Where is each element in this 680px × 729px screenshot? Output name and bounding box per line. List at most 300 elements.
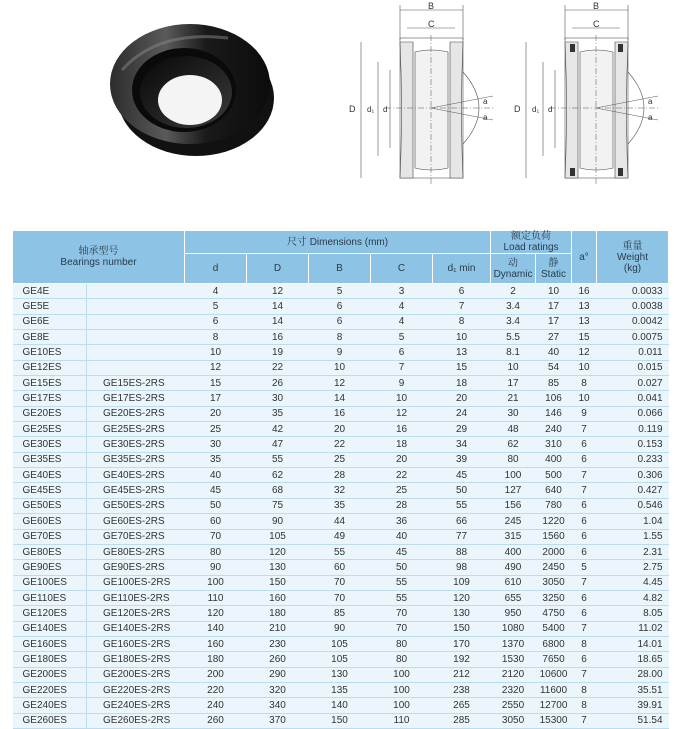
cell-weight: 2.75 xyxy=(597,560,669,575)
table-row xyxy=(13,575,669,590)
table-row xyxy=(13,376,669,391)
header-col-d: d xyxy=(185,254,247,284)
cell-static-load: 7650 xyxy=(536,652,572,667)
table-row xyxy=(13,314,669,329)
cell-alpha: 6 xyxy=(572,498,597,513)
cell-bearing-number: GE120ES xyxy=(13,606,87,621)
cell-C: 6 xyxy=(371,345,433,360)
cell-sealed-number: GE180ES-2RS xyxy=(87,652,185,667)
cell-weight: 0.306 xyxy=(597,468,669,483)
table-row xyxy=(13,422,669,437)
cell-D: 150 xyxy=(247,575,309,590)
cell-D: 160 xyxy=(247,590,309,605)
cell-d1-min: 130 xyxy=(433,606,491,621)
cell-B: 85 xyxy=(309,606,371,621)
cell-B: 49 xyxy=(309,529,371,544)
cell-C: 110 xyxy=(371,713,433,728)
header-load-ratings xyxy=(491,231,572,254)
table-row xyxy=(13,713,669,728)
cell-weight: 2.31 xyxy=(597,544,669,559)
cell-d1-min: 238 xyxy=(433,682,491,697)
cell-d1-min: 98 xyxy=(433,560,491,575)
cell-D: 68 xyxy=(247,483,309,498)
cell-alpha: 13 xyxy=(572,314,597,329)
cell-D: 55 xyxy=(247,452,309,467)
cell-D: 75 xyxy=(247,498,309,513)
cell-d1-min: 50 xyxy=(433,483,491,498)
header-weight-cn: 重量 xyxy=(622,240,643,252)
cell-dynamic-load: 3050 xyxy=(491,713,536,728)
cell-bearing-number: GE5E xyxy=(13,299,87,314)
cell-dynamic-load: 2 xyxy=(491,284,536,299)
cell-d: 6 xyxy=(185,314,247,329)
cell-alpha: 8 xyxy=(572,636,597,651)
cell-d: 70 xyxy=(185,529,247,544)
cell-d1-min: 55 xyxy=(433,498,491,513)
cell-alpha: 7 xyxy=(572,575,597,590)
cell-D: 19 xyxy=(247,345,309,360)
cell-static-load: 1560 xyxy=(536,529,572,544)
cell-static-load: 3050 xyxy=(536,575,572,590)
cell-C: 12 xyxy=(371,406,433,421)
cell-B: 105 xyxy=(309,652,371,667)
cell-B: 20 xyxy=(309,422,371,437)
cell-bearing-number: GE80ES xyxy=(13,544,87,559)
cell-d1-min: 7 xyxy=(433,299,491,314)
cell-D: 180 xyxy=(247,606,309,621)
cell-D: 62 xyxy=(247,468,309,483)
cell-dynamic-load: 2550 xyxy=(491,698,536,713)
cell-D: 26 xyxy=(247,376,309,391)
cell-dynamic-load: 62 xyxy=(491,437,536,452)
cell-dynamic-load: 48 xyxy=(491,422,536,437)
table-row xyxy=(13,345,669,360)
cell-bearing-number: GE100ES xyxy=(13,575,87,590)
cell-dynamic-load: 490 xyxy=(491,560,536,575)
cell-bearing-number: GE200ES xyxy=(13,667,87,682)
cell-dynamic-load: 3.4 xyxy=(491,314,536,329)
cell-alpha: 12 xyxy=(572,345,597,360)
cell-C: 45 xyxy=(371,544,433,559)
cell-static-load: 2000 xyxy=(536,544,572,559)
cell-d: 220 xyxy=(185,682,247,697)
cell-C: 28 xyxy=(371,498,433,513)
seal-mark xyxy=(570,44,575,52)
cell-C: 70 xyxy=(371,606,433,621)
cell-bearing-number: GE60ES xyxy=(13,514,87,529)
cell-weight: 0.0042 xyxy=(597,314,669,329)
cell-d: 100 xyxy=(185,575,247,590)
cell-sealed-number xyxy=(87,314,185,329)
cell-dynamic-load: 156 xyxy=(491,498,536,513)
label-a-2: a xyxy=(483,113,488,122)
cell-D: 370 xyxy=(247,713,309,728)
cell-bearing-number: GE30ES xyxy=(13,437,87,452)
cell-d1-min: 20 xyxy=(433,391,491,406)
cell-dynamic-load: 10 xyxy=(491,360,536,375)
cell-B: 150 xyxy=(309,713,371,728)
label-D: D xyxy=(349,104,356,114)
cell-alpha: 6 xyxy=(572,514,597,529)
header-dynamic xyxy=(491,254,536,284)
cell-sealed-number: GE70ES-2RS xyxy=(87,529,185,544)
cell-d1-min: 192 xyxy=(433,652,491,667)
cell-bearing-number: GE25ES xyxy=(13,422,87,437)
cell-d1-min: 15 xyxy=(433,360,491,375)
cell-weight: 11.02 xyxy=(597,621,669,636)
cell-B: 12 xyxy=(309,376,371,391)
cell-alpha: 6 xyxy=(572,437,597,452)
cell-C: 20 xyxy=(371,452,433,467)
cell-alpha: 10 xyxy=(572,360,597,375)
cell-d: 200 xyxy=(185,667,247,682)
cell-d1-min: 285 xyxy=(433,713,491,728)
cell-dynamic-load: 950 xyxy=(491,606,536,621)
cell-B: 5 xyxy=(309,284,371,299)
cell-C: 4 xyxy=(371,299,433,314)
table-row xyxy=(13,437,669,452)
cell-d1-min: 45 xyxy=(433,468,491,483)
cell-C: 55 xyxy=(371,590,433,605)
cell-B: 35 xyxy=(309,498,371,513)
seal-mark xyxy=(570,168,575,176)
cell-d: 120 xyxy=(185,606,247,621)
cell-d1-min: 66 xyxy=(433,514,491,529)
cell-sealed-number xyxy=(87,360,185,375)
cell-D: 47 xyxy=(247,437,309,452)
cell-static-load: 2450 xyxy=(536,560,572,575)
table-row xyxy=(13,698,669,713)
cell-alpha: 13 xyxy=(572,299,597,314)
cell-alpha: 5 xyxy=(572,560,597,575)
cell-d1-min: 24 xyxy=(433,406,491,421)
cell-static-load: 6800 xyxy=(536,636,572,651)
cell-alpha: 7 xyxy=(572,422,597,437)
cell-alpha: 8 xyxy=(572,682,597,697)
cell-alpha: 10 xyxy=(572,391,597,406)
cell-B: 28 xyxy=(309,468,371,483)
cell-sealed-number xyxy=(87,330,185,345)
cell-C: 36 xyxy=(371,514,433,529)
header-col-C: C xyxy=(371,254,433,284)
cell-static-load: 146 xyxy=(536,406,572,421)
cell-bearing-number: GE15ES xyxy=(13,376,87,391)
cell-B: 14 xyxy=(309,391,371,406)
cell-sealed-number: GE260ES-2RS xyxy=(87,713,185,728)
cell-bearing-number: GE240ES xyxy=(13,698,87,713)
cell-weight: 4.45 xyxy=(597,575,669,590)
cell-weight: 0.427 xyxy=(597,483,669,498)
cell-alpha: 8 xyxy=(572,698,597,713)
cell-bearing-number: GE90ES xyxy=(13,560,87,575)
cell-dynamic-load: 30 xyxy=(491,406,536,421)
header-dynamic-cn: 动 xyxy=(508,257,519,269)
table-row xyxy=(13,590,669,605)
cell-B: 16 xyxy=(309,406,371,421)
cell-d1-min: 8 xyxy=(433,314,491,329)
cell-dynamic-load: 3.4 xyxy=(491,299,536,314)
cell-B: 6 xyxy=(309,299,371,314)
cell-bearing-number: GE10ES xyxy=(13,345,87,360)
cell-sealed-number: GE110ES-2RS xyxy=(87,590,185,605)
cell-sealed-number xyxy=(87,345,185,360)
cell-d1-min: 109 xyxy=(433,575,491,590)
cell-dynamic-load: 2120 xyxy=(491,667,536,682)
cell-alpha: 7 xyxy=(572,468,597,483)
cell-dynamic-load: 17 xyxy=(491,376,536,391)
cell-weight: 18.65 xyxy=(597,652,669,667)
cell-bearing-number: GE12ES xyxy=(13,360,87,375)
cell-B: 70 xyxy=(309,590,371,605)
cell-d: 20 xyxy=(185,406,247,421)
cell-d: 30 xyxy=(185,437,247,452)
cell-sealed-number: GE50ES-2RS xyxy=(87,498,185,513)
cell-D: 12 xyxy=(247,284,309,299)
cell-alpha: 6 xyxy=(572,529,597,544)
cell-static-load: 240 xyxy=(536,422,572,437)
cell-static-load: 780 xyxy=(536,498,572,513)
header-col-D: D xyxy=(247,254,309,284)
label-a-2: a xyxy=(648,113,653,122)
cell-C: 80 xyxy=(371,652,433,667)
cell-d: 160 xyxy=(185,636,247,651)
cell-alpha: 6 xyxy=(572,652,597,667)
cell-weight: 0.119 xyxy=(597,422,669,437)
cell-weight: 51.54 xyxy=(597,713,669,728)
cell-D: 340 xyxy=(247,698,309,713)
cell-C: 9 xyxy=(371,376,433,391)
cell-weight: 0.233 xyxy=(597,452,669,467)
cell-B: 60 xyxy=(309,560,371,575)
cell-alpha: 16 xyxy=(572,284,597,299)
cell-C: 100 xyxy=(371,682,433,697)
cell-weight: 0.0038 xyxy=(597,299,669,314)
cell-B: 8 xyxy=(309,330,371,345)
cell-static-load: 17 xyxy=(536,314,572,329)
label-d1: d₁ xyxy=(367,105,375,114)
cell-d1-min: 88 xyxy=(433,544,491,559)
cell-B: 55 xyxy=(309,544,371,559)
cell-alpha: 6 xyxy=(572,606,597,621)
cell-C: 5 xyxy=(371,330,433,345)
cell-D: 90 xyxy=(247,514,309,529)
cell-d: 17 xyxy=(185,391,247,406)
cell-D: 14 xyxy=(247,299,309,314)
cell-C: 18 xyxy=(371,437,433,452)
cell-B: 140 xyxy=(309,698,371,713)
cell-sealed-number: GE17ES-2RS xyxy=(87,391,185,406)
cell-weight: 0.011 xyxy=(597,345,669,360)
cell-dynamic-load: 1080 xyxy=(491,621,536,636)
cell-D: 130 xyxy=(247,560,309,575)
cell-d: 240 xyxy=(185,698,247,713)
cell-dynamic-load: 5.5 xyxy=(491,330,536,345)
cell-dynamic-load: 1530 xyxy=(491,652,536,667)
cell-C: 100 xyxy=(371,667,433,682)
bearing-section-drawing-1 xyxy=(345,0,505,190)
cell-d: 10 xyxy=(185,345,247,360)
cell-sealed-number: GE45ES-2RS xyxy=(87,483,185,498)
cell-alpha: 7 xyxy=(572,667,597,682)
seal-mark xyxy=(618,44,623,52)
cell-B: 25 xyxy=(309,452,371,467)
cell-d1-min: 18 xyxy=(433,376,491,391)
cell-B: 22 xyxy=(309,437,371,452)
cell-weight: 1.04 xyxy=(597,514,669,529)
cell-bearing-number: GE45ES xyxy=(13,483,87,498)
label-D: D xyxy=(514,104,521,114)
cell-bearing-number: GE220ES xyxy=(13,682,87,697)
cell-d1-min: 120 xyxy=(433,590,491,605)
table-row xyxy=(13,560,669,575)
cell-sealed-number: GE220ES-2RS xyxy=(87,682,185,697)
cell-alpha: 9 xyxy=(572,406,597,421)
table-body xyxy=(13,284,669,729)
table-row xyxy=(13,682,669,697)
seal-mark xyxy=(618,168,623,176)
cell-weight: 28.00 xyxy=(597,667,669,682)
cell-dynamic-load: 21 xyxy=(491,391,536,406)
cell-sealed-number: GE25ES-2RS xyxy=(87,422,185,437)
cell-D: 120 xyxy=(247,544,309,559)
cell-C: 3 xyxy=(371,284,433,299)
cell-C: 25 xyxy=(371,483,433,498)
cell-D: 30 xyxy=(247,391,309,406)
cell-static-load: 54 xyxy=(536,360,572,375)
cell-bearing-number: GE40ES xyxy=(13,468,87,483)
cell-weight: 8.05 xyxy=(597,606,669,621)
header-load-en: Load ratings xyxy=(503,242,559,253)
cell-sealed-number: GE20ES-2RS xyxy=(87,406,185,421)
cell-d1-min: 170 xyxy=(433,636,491,651)
cell-d1-min: 10 xyxy=(433,330,491,345)
cell-B: 6 xyxy=(309,314,371,329)
table-row xyxy=(13,360,669,375)
cell-dynamic-load: 400 xyxy=(491,544,536,559)
table-row xyxy=(13,498,669,513)
table-row xyxy=(13,529,669,544)
label-C: C xyxy=(593,19,600,29)
bearing-spec-table xyxy=(12,230,669,729)
cell-dynamic-load: 100 xyxy=(491,468,536,483)
label-d: d xyxy=(548,105,553,114)
cell-B: 105 xyxy=(309,636,371,651)
cell-sealed-number: GE35ES-2RS xyxy=(87,452,185,467)
cell-D: 22 xyxy=(247,360,309,375)
cell-C: 55 xyxy=(371,575,433,590)
label-d: d xyxy=(383,105,388,114)
cell-static-load: 400 xyxy=(536,452,572,467)
cell-dynamic-load: 2320 xyxy=(491,682,536,697)
cell-alpha: 6 xyxy=(572,452,597,467)
cell-weight: 0.041 xyxy=(597,391,669,406)
cell-C: 4 xyxy=(371,314,433,329)
table-row xyxy=(13,544,669,559)
cell-bearing-number: GE260ES xyxy=(13,713,87,728)
cell-dynamic-load: 80 xyxy=(491,452,536,467)
cell-B: 130 xyxy=(309,667,371,682)
cell-static-load: 40 xyxy=(536,345,572,360)
cell-D: 35 xyxy=(247,406,309,421)
cell-weight: 0.0033 xyxy=(597,284,669,299)
cell-bearing-number: GE20ES xyxy=(13,406,87,421)
header-dynamic-en: Dynamic xyxy=(493,268,533,280)
cell-d: 110 xyxy=(185,590,247,605)
cell-bearing-number: GE17ES xyxy=(13,391,87,406)
table-row xyxy=(13,636,669,651)
cell-dynamic-load: 127 xyxy=(491,483,536,498)
header-static-cn: 静 xyxy=(548,257,559,269)
table-row xyxy=(13,621,669,636)
label-a-1: a xyxy=(648,97,653,106)
cell-dynamic-load: 8.1 xyxy=(491,345,536,360)
cell-d: 45 xyxy=(185,483,247,498)
cell-d1-min: 265 xyxy=(433,698,491,713)
cell-B: 32 xyxy=(309,483,371,498)
cell-bearing-number: GE6E xyxy=(13,314,87,329)
header-weight xyxy=(597,231,669,284)
cell-B: 90 xyxy=(309,621,371,636)
cell-sealed-number: GE200ES-2RS xyxy=(87,667,185,682)
cell-weight: 0.0075 xyxy=(597,330,669,345)
cell-sealed-number: GE60ES-2RS xyxy=(87,514,185,529)
cell-static-load: 12700 xyxy=(536,698,572,713)
table-row xyxy=(13,406,669,421)
cell-sealed-number: GE30ES-2RS xyxy=(87,437,185,452)
cell-D: 105 xyxy=(247,529,309,544)
cell-static-load: 3250 xyxy=(536,590,572,605)
header-bearings-number xyxy=(13,231,185,284)
cell-sealed-number: GE240ES-2RS xyxy=(87,698,185,713)
table-row xyxy=(13,514,669,529)
cell-static-load: 10600 xyxy=(536,667,572,682)
cell-d1-min: 34 xyxy=(433,437,491,452)
table-row xyxy=(13,330,669,345)
cell-weight: 14.01 xyxy=(597,636,669,651)
header-bearing-en: Bearings number xyxy=(60,257,137,268)
header-static-en: Static xyxy=(541,268,567,280)
cell-C: 100 xyxy=(371,698,433,713)
cell-B: 44 xyxy=(309,514,371,529)
cell-dynamic-load: 610 xyxy=(491,575,536,590)
header-weight-en: Weight xyxy=(617,251,648,263)
cell-D: 210 xyxy=(247,621,309,636)
cell-sealed-number: GE160ES-2RS xyxy=(87,636,185,651)
cell-C: 80 xyxy=(371,636,433,651)
cell-C: 10 xyxy=(371,391,433,406)
cell-static-load: 15300 xyxy=(536,713,572,728)
cell-static-load: 11600 xyxy=(536,682,572,697)
cell-weight: 0.066 xyxy=(597,406,669,421)
cell-alpha: 7 xyxy=(572,621,597,636)
cell-C: 70 xyxy=(371,621,433,636)
table-row xyxy=(13,284,669,299)
cell-bearing-number: GE35ES xyxy=(13,452,87,467)
table-row xyxy=(13,606,669,621)
cell-B: 135 xyxy=(309,682,371,697)
cell-alpha: 7 xyxy=(572,483,597,498)
cell-D: 16 xyxy=(247,330,309,345)
cell-static-load: 106 xyxy=(536,391,572,406)
label-C: C xyxy=(428,19,435,29)
cell-bearing-number: GE160ES xyxy=(13,636,87,651)
cell-d: 4 xyxy=(185,284,247,299)
cell-D: 42 xyxy=(247,422,309,437)
cell-B: 70 xyxy=(309,575,371,590)
cell-D: 290 xyxy=(247,667,309,682)
cell-weight: 0.546 xyxy=(597,498,669,513)
cell-d1-min: 6 xyxy=(433,284,491,299)
